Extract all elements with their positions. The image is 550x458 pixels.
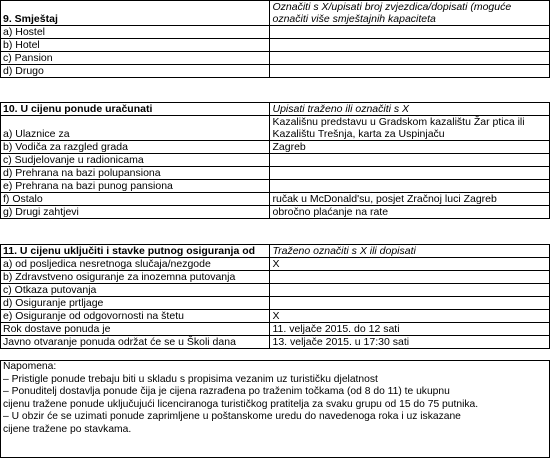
row-value[interactable]: ručak u McDonald'su, posjet Zračnoj luci Zagreb xyxy=(270,193,550,206)
section-11-table xyxy=(0,244,550,349)
row-label: e) Osiguranje od odgovornosti na štetu xyxy=(1,310,270,323)
row-value[interactable] xyxy=(270,154,550,167)
row-value[interactable]: Kazališnu predstavu u Gradskom kazalištu Žar ptica ili Kazalištu Trešnja, karta za Uspinjaču xyxy=(270,116,550,141)
row-label: b) Hotel xyxy=(1,39,270,52)
note-line: – Pristigle ponude trebaju biti u skladu s propisima vezanim uz turističku djelatnost xyxy=(3,373,378,385)
table-row xyxy=(1,52,550,65)
note-line: cijene tražene po stavkama. xyxy=(3,423,132,435)
row-value[interactable] xyxy=(270,26,550,39)
row-value[interactable] xyxy=(270,297,550,310)
notes-box xyxy=(0,360,550,458)
table-row xyxy=(1,141,550,154)
row-label: a) od posljedica nesretnoga slučaja/nezgode xyxy=(1,258,270,271)
table-row xyxy=(1,193,550,206)
deadline-value[interactable]: 13. veljače 2015. u 17:30 sati xyxy=(270,336,550,349)
section-10-title: 10. U cijenu ponude uračunati xyxy=(1,103,270,116)
row-label: b) Zdravstveno osiguranje za inozemna putovanja xyxy=(1,271,270,284)
row-value[interactable]: obročno plaćanje na rate xyxy=(270,206,550,219)
deadline-value[interactable]: 11. veljače 2015. do 12 sati xyxy=(270,323,550,336)
table-row xyxy=(1,167,550,180)
section-11-title: 11. U cijenu uključiti i stavke putnog osiguranja od xyxy=(1,245,270,258)
table-row xyxy=(1,39,550,52)
row-label: g) Drugi zahtjevi xyxy=(1,206,270,219)
table-row xyxy=(1,180,550,193)
section-9-hint: Označiti s X/upisati broj zvjezdica/dopisati (moguće označiti više smještajnih kapaciteta xyxy=(270,1,550,26)
row-label: d) Drugo xyxy=(1,65,270,78)
deadline-row xyxy=(1,336,550,349)
row-label: d) Prehrana na bazi polupansiona xyxy=(1,167,270,180)
row-label: c) Sudjelovanje u radionicama xyxy=(1,154,270,167)
deadline-label: Rok dostave ponuda je xyxy=(1,323,270,336)
note-line: – U obzir će se uzimati ponude zaprimljene u poštanskome uredu do navedenoga roka i uz iskazane xyxy=(3,411,461,423)
row-label: a) Ulaznice za xyxy=(1,116,270,141)
row-value[interactable] xyxy=(270,284,550,297)
table-row xyxy=(1,284,550,297)
row-value[interactable] xyxy=(270,271,550,284)
table-row xyxy=(1,258,550,271)
row-label: c) Otkaza putovanja xyxy=(1,284,270,297)
notes-heading: Napomena: xyxy=(3,361,57,372)
row-value[interactable]: Zagreb xyxy=(270,141,550,154)
section-9-title: 9. Smještaj xyxy=(1,1,270,26)
deadline-label: Javno otvaranje ponuda održat će se u Školi dana xyxy=(1,336,270,349)
section-11-hint: Traženo označiti s X ili dopisati xyxy=(270,245,550,258)
row-value[interactable] xyxy=(270,39,550,52)
note-line: – Ponuditelj dostavlja ponude čija je cijena razrađena po traženim točkama (od 8 do 11) te ukupnu xyxy=(3,386,450,398)
section-9-table xyxy=(0,0,550,78)
section-10-hint: Upisati traženo ili označiti s X xyxy=(270,103,550,116)
row-label: d) Osiguranje prtljage xyxy=(1,297,270,310)
table-row xyxy=(1,297,550,310)
row-value[interactable] xyxy=(270,52,550,65)
deadline-row xyxy=(1,323,550,336)
note-line: cijenu tražene ponude uključujući licenciranoga turističkog pratitelja za svaku grupu od 15 do 75 putnika. xyxy=(3,398,479,410)
table-row xyxy=(1,310,550,323)
table-row xyxy=(1,26,550,39)
table-row xyxy=(1,271,550,284)
row-label: c) Pansion xyxy=(1,52,270,65)
row-value[interactable] xyxy=(270,65,550,78)
table-row xyxy=(1,154,550,167)
row-value[interactable] xyxy=(270,167,550,180)
row-label: b) Vodiča za razgled grada xyxy=(1,141,270,154)
row-label: a) Hostel xyxy=(1,26,270,39)
row-label: e) Prehrana na bazi punog pansiona xyxy=(1,180,270,193)
row-value[interactable]: X xyxy=(270,310,550,323)
table-row xyxy=(1,116,550,141)
table-row xyxy=(1,65,550,78)
table-row xyxy=(1,206,550,219)
row-label: f) Ostalo xyxy=(1,193,270,206)
row-value[interactable] xyxy=(270,180,550,193)
row-value[interactable]: X xyxy=(270,258,550,271)
section-10-table xyxy=(0,102,550,219)
